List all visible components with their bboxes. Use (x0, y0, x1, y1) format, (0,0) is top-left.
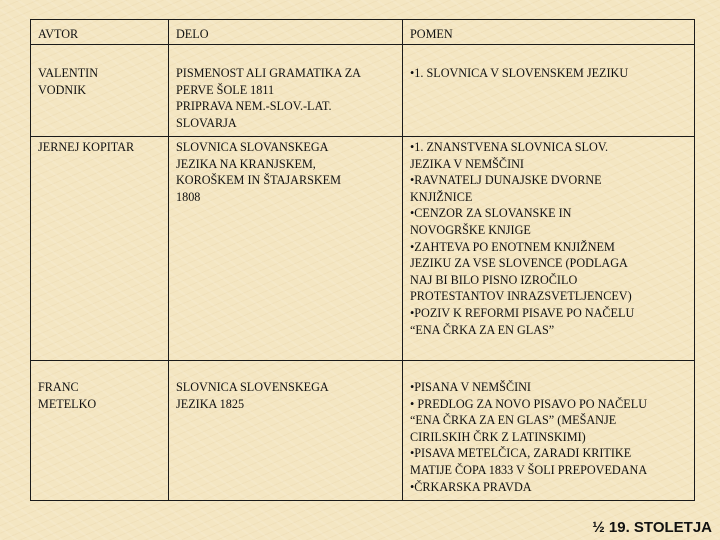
authors-table (30, 19, 695, 501)
meaning-bullet-item: • CENZOR ZA SLOVANSKE IN (410, 205, 690, 222)
work-line: PISMENOST ALI GRAMATIKA ZA (176, 66, 361, 80)
work-line: PERVE ŠOLE 1811 (176, 82, 275, 97)
table-row (31, 137, 695, 361)
work-cell (169, 45, 403, 137)
slide-footer: ½ 19. STOLETJA (592, 519, 712, 536)
author-cell (31, 361, 169, 501)
meaning-line: PROTESTANTOV INRAZSVETLJENCEV) (410, 289, 632, 304)
meaning-bullet-item: • 1. ZNANSTVENA SLOVNICA SLOV. (410, 139, 690, 156)
work-line: SLOVNICA SLOVANSKEGA (176, 140, 329, 154)
table-row (31, 45, 695, 137)
work-line: JEZIKA NA KRANJSKEM, (176, 156, 316, 171)
meaning-bullet-item: • ZAHTEVA PO ENOTNEM KNJIŽNEM (410, 239, 690, 256)
author-name-line: VALENTIN (38, 66, 99, 80)
work-line: SLOVARJA (176, 115, 237, 130)
meaning-line: JEZIKA V NEMŠČINI (410, 156, 524, 171)
meaning-bullet-item: • PISAVA METELČICA, ZARADI KRITIKE (410, 445, 690, 462)
meaning-line: CIRILSKIH ČRK Z LATINSKIMI) (410, 429, 586, 444)
work-line: JEZIKA 1825 (176, 396, 245, 411)
work-line: KOROŠKEM IN ŠTAJARSKEM (176, 173, 341, 188)
meaning-line: MATIJE ČOPA 1833 V ŠOLI PREPOVEDANA (410, 462, 648, 477)
author-cell (31, 45, 169, 137)
meaning-bullet-item: • 1. SLOVNICA V SLOVENSKEM JEZIKU (410, 65, 690, 82)
header-work: DELO (169, 20, 403, 45)
work-cell (169, 137, 403, 361)
author-name-line: FRANC (38, 380, 79, 394)
header-meaning: POMEN (403, 20, 695, 45)
meaning-cell (403, 361, 695, 501)
meaning-cell (403, 137, 695, 361)
meaning-line: KNJIŽNICE (410, 189, 473, 204)
meaning-bullet-item: • PREDLOG ZA NOVO PISAVO PO NAČELU (410, 396, 690, 413)
meaning-bullet-item: • PISANA V NEMŠČINI (410, 379, 690, 396)
author-cell (31, 137, 169, 361)
table-header-row (31, 20, 695, 45)
table-row (31, 361, 695, 501)
author-name-line: VODNIK (38, 82, 87, 97)
meaning-line: “ENA ČRKA ZA EN GLAS” (MEŠANJE (410, 413, 617, 428)
author-name-line: JERNEJ KOPITAR (38, 140, 135, 154)
author-name-line: METELKO (38, 396, 97, 411)
work-cell (169, 361, 403, 501)
meaning-cell (403, 45, 695, 137)
meaning-line: “ENA ČRKA ZA EN GLAS” (410, 322, 555, 337)
meaning-bullet-item: • ČRKARSKA PRAVDA (410, 479, 690, 496)
meaning-bullet-item: • RAVNATELJ DUNAJSKE DVORNE (410, 172, 690, 189)
header-author: AVTOR (31, 20, 169, 45)
work-line: 1808 (176, 189, 201, 204)
meaning-line: JEZIKU ZA VSE SLOVENCE (PODLAGA (410, 256, 628, 271)
work-line: PRIPRAVA NEM.-SLOV.-LAT. (176, 99, 332, 114)
meaning-line: NOVOGRŠKE KNJIGE (410, 222, 531, 237)
work-line: SLOVNICA SLOVENSKEGA (176, 380, 329, 394)
meaning-bullet-item: • POZIV K REFORMI PISAVE PO NAČELU (410, 305, 690, 322)
meaning-line: NAJ BI BILO PISNO IZROČILO (410, 272, 578, 287)
